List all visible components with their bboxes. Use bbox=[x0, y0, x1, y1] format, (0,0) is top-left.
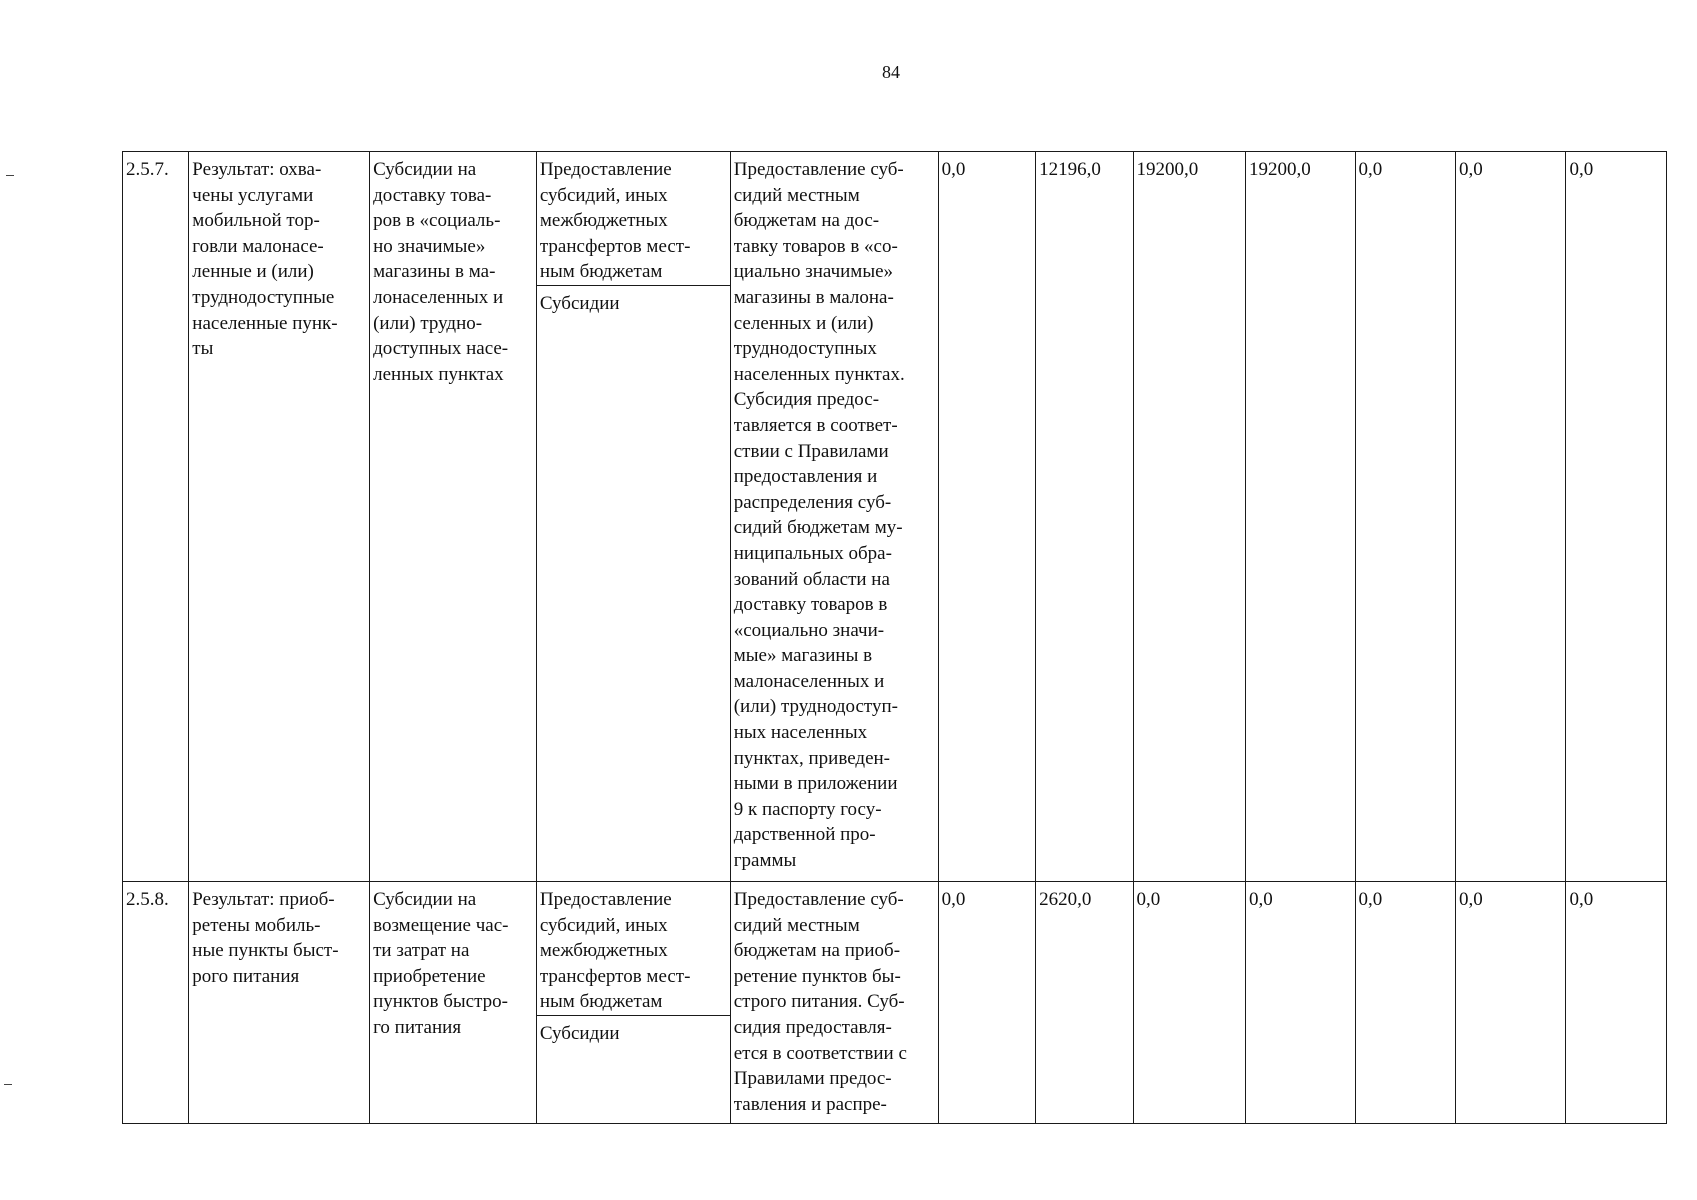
mechanism-type-cell: Субсидии bbox=[536, 285, 730, 881]
description-cell: Предоставление суб- сидий местным бюджетам на дос- тавку товаров в «со- циально значимые» магазины в малона- селенных и (или) труднодоступных населенных пунктах. Субсидия предос- тавляется в соответ- ствии с Правилами предоставления и распределения суб- сидий бюджетам му- ниципальных обра- зований области на доставку товаров в «социально значи- мые» магазины в малонаселенных и (или) труднодоступ- ных населенных пунктах, приведен- ными в приложении 9 к паспорту госу- дарственной про- граммы bbox=[730, 152, 938, 882]
value-cell: 0,0 bbox=[1566, 881, 1667, 1123]
value-cell: 19200,0 bbox=[1133, 152, 1246, 882]
row-number: 2.5.7. bbox=[123, 152, 189, 882]
value-cell: 0,0 bbox=[1355, 152, 1455, 882]
value-cell: 0,0 bbox=[1455, 152, 1566, 882]
table-row bbox=[123, 881, 1667, 1015]
table-row bbox=[123, 152, 1667, 286]
value-cell: 0,0 bbox=[938, 152, 1035, 882]
margin-tick bbox=[6, 175, 14, 176]
subsidy-cell: Субсидии на возмещение час- ти затрат на приобретение пунктов быстро- го питания bbox=[370, 881, 537, 1123]
row-number: 2.5.8. bbox=[123, 881, 189, 1123]
subsidy-cell: Субсидии на доставку това- ров в «социаль- но значимые» магазины в ма- лонаселенных и (или) трудно- доступных насе- ленных пунктах bbox=[370, 152, 537, 882]
value-cell: 2620,0 bbox=[1036, 881, 1133, 1123]
value-cell: 0,0 bbox=[1566, 152, 1667, 882]
value-cell: 0,0 bbox=[1246, 881, 1355, 1123]
margin-tick bbox=[4, 1084, 12, 1085]
page-number: 84 bbox=[882, 62, 900, 82]
result-cell: Результат: охва- чены услугами мобильной тор- говли малонасе- ленные и (или) труднодоступные населенные пунк- ты bbox=[189, 152, 370, 882]
result-cell: Результат: приоб- ретены мобиль- ные пункты быст- рого питания bbox=[189, 881, 370, 1123]
program-measures-table bbox=[122, 151, 1667, 1124]
value-cell: 12196,0 bbox=[1036, 152, 1133, 882]
mechanism-cell: Предоставление субсидий, иных межбюджетных трансфертов мест- ным бюджетам bbox=[536, 881, 730, 1015]
value-cell: 0,0 bbox=[1355, 881, 1455, 1123]
value-cell: 0,0 bbox=[1133, 881, 1246, 1123]
value-cell: 0,0 bbox=[938, 881, 1035, 1123]
value-cell: 19200,0 bbox=[1246, 152, 1355, 882]
mechanism-type-cell: Субсидии bbox=[536, 1015, 730, 1123]
mechanism-cell: Предоставление субсидий, иных межбюджетных трансфертов мест- ным бюджетам bbox=[536, 152, 730, 286]
value-cell: 0,0 bbox=[1455, 881, 1566, 1123]
description-cell: Предоставление суб- сидий местным бюджетам на приоб- ретение пунктов бы- строго питания. Суб- сидия предоставля- ется в соответствии с Правилами предос- тавления и распре- bbox=[730, 881, 938, 1123]
